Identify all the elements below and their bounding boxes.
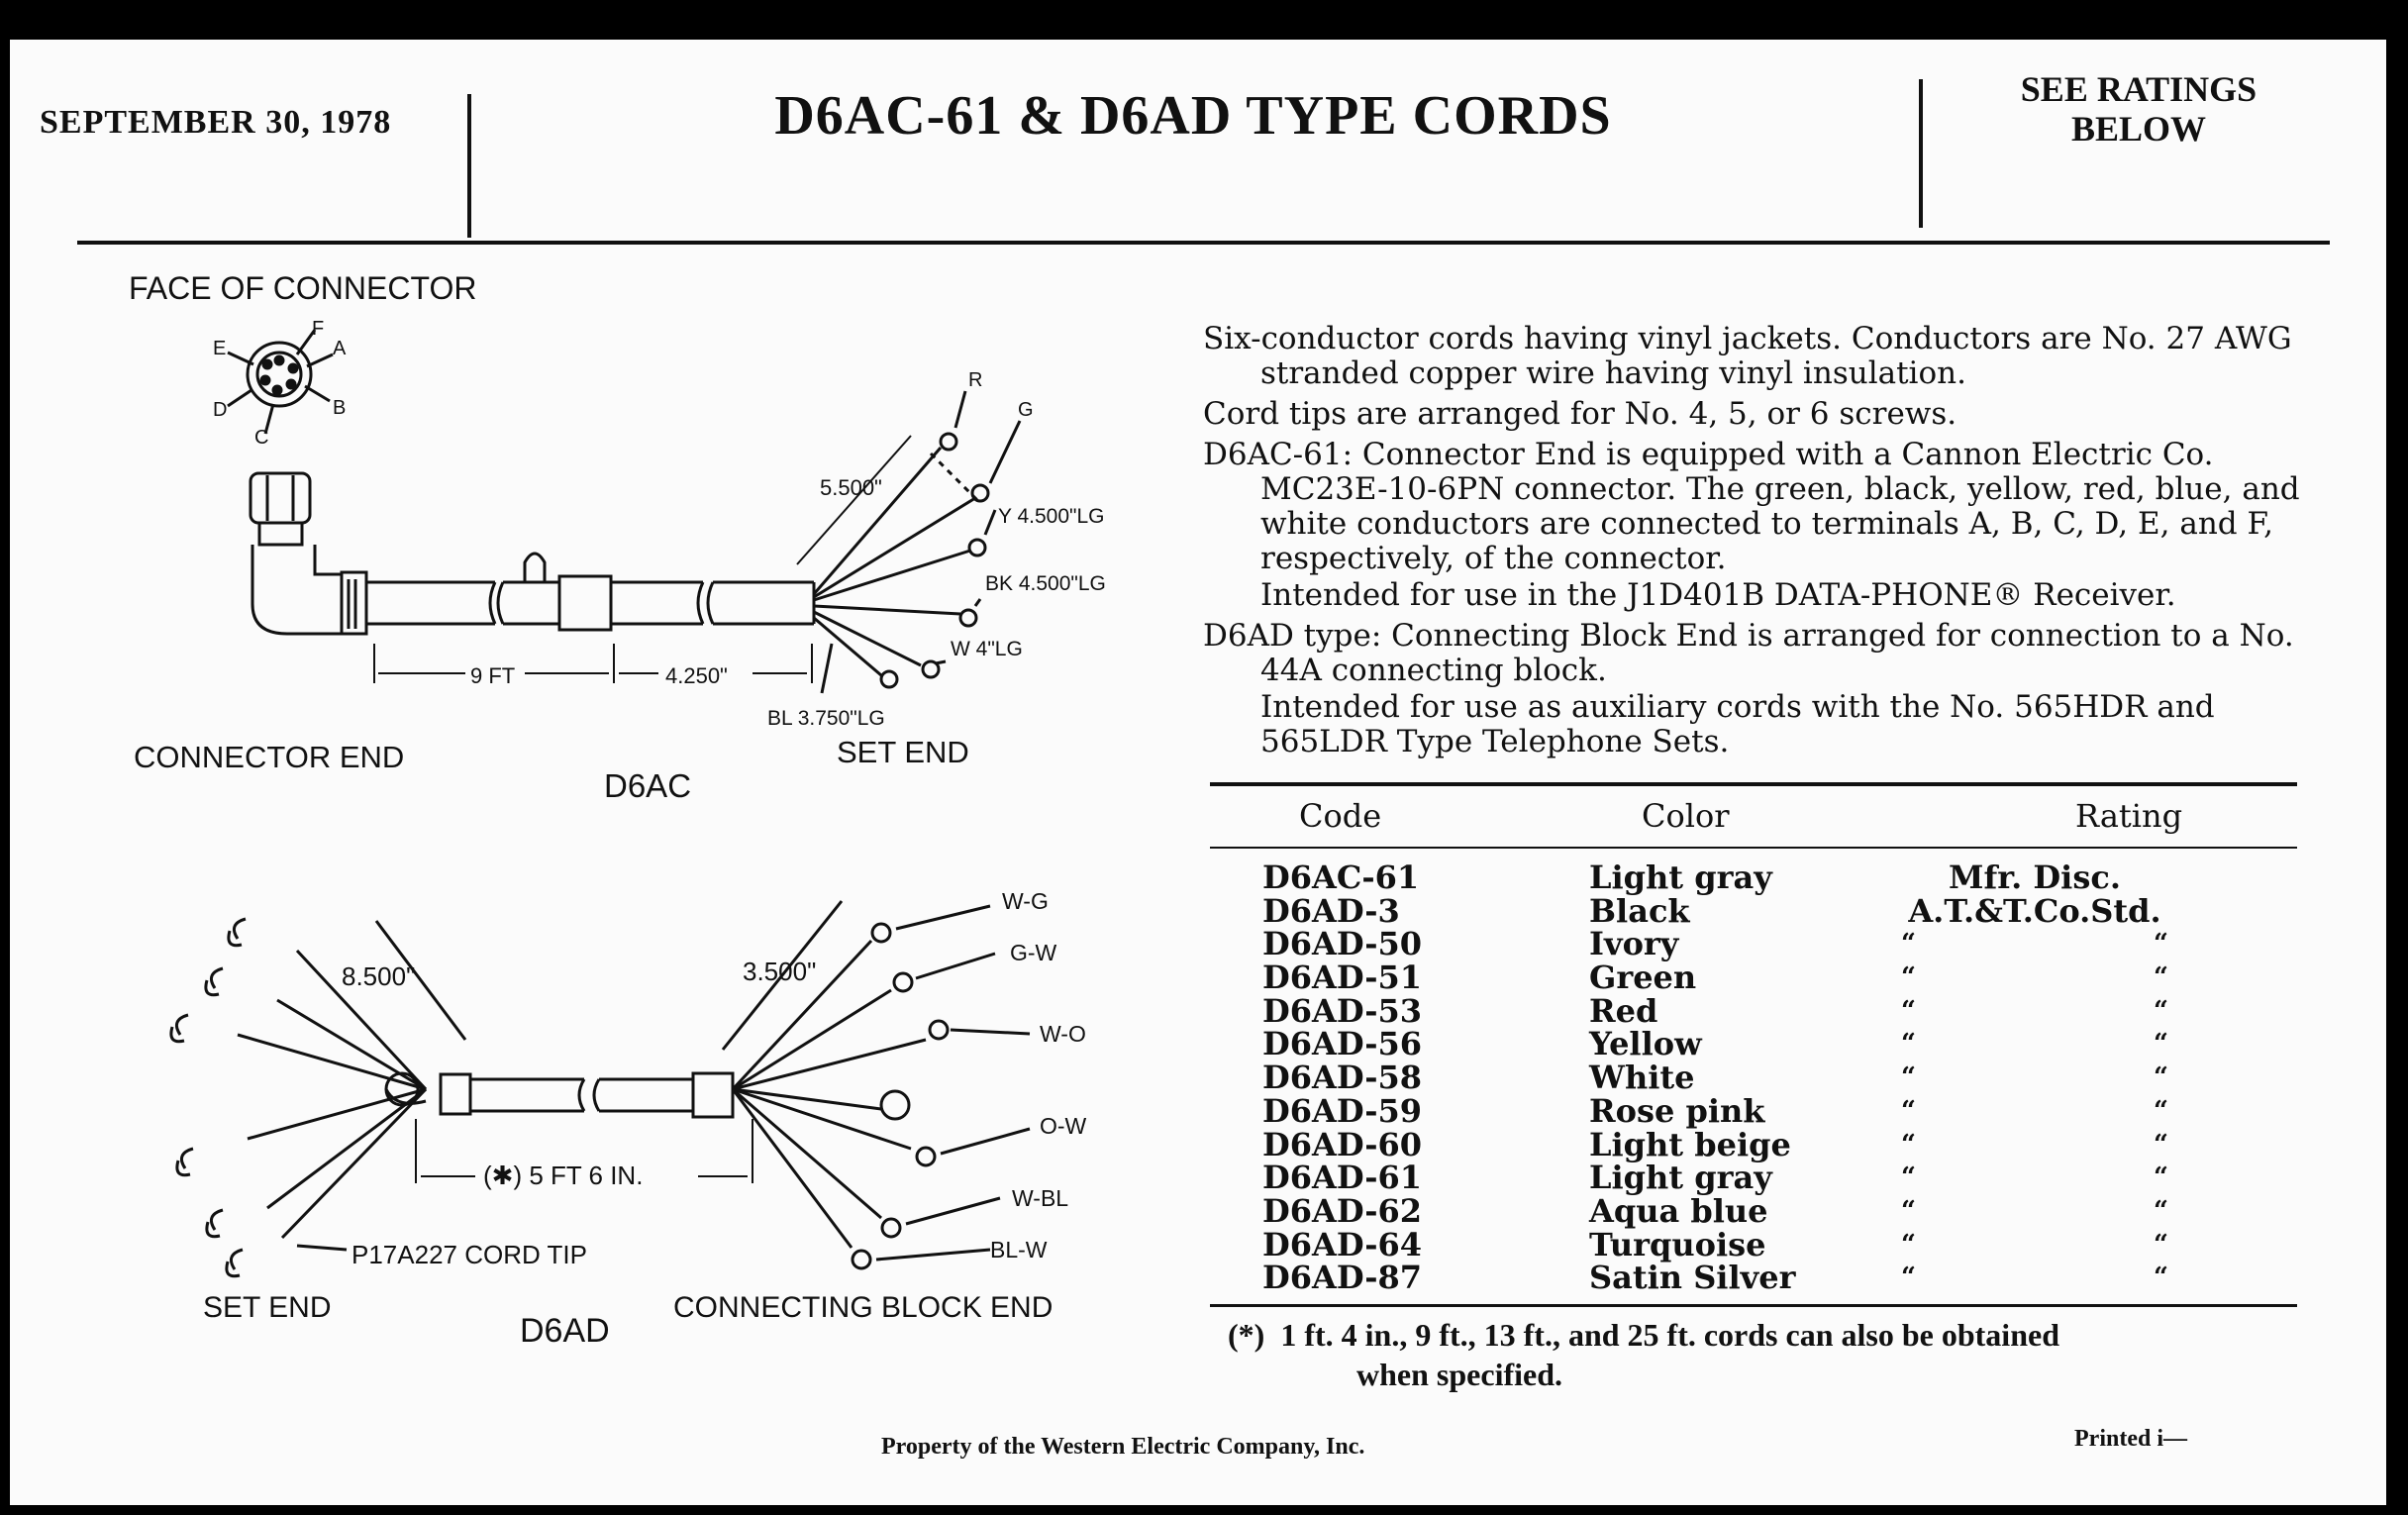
ditto-mark: “: [2154, 1195, 2168, 1226]
ditto-mark: “: [2154, 929, 2168, 960]
description-p1: Six-conductor cords having vinyl jackets. Conductors are No. 27 AWG stranded copper wire having vinyl insulation.: [1203, 321, 2292, 391]
row-code: D6AD-53: [1262, 991, 1422, 1030]
d6ac-name: D6AC: [604, 767, 692, 804]
ditto-mark: “: [2154, 1262, 2168, 1293]
description-p4b: Intended for use as auxiliary cords with the No. 565HDR and 565LDR Type Telephone Sets.: [1260, 689, 2215, 759]
footer-printed: Printed i—: [2074, 1426, 2187, 1452]
conductor-bk-label: BK 4.500"LG: [985, 572, 1106, 595]
header-date: SEPTEMBER 30, 1978: [40, 104, 392, 141]
ditto-mark: “: [1901, 962, 1916, 993]
ditto-mark: “: [2154, 1162, 2168, 1193]
row-rating: A.T.&T.Co.Std.: [1908, 891, 2161, 930]
row-color: Red: [1589, 991, 1658, 1030]
row-color: Aqua blue: [1589, 1191, 1768, 1230]
page-title: D6AC-61 & D6AD TYPE CORDS: [774, 85, 1612, 147]
footnote-line1: 1 ft. 4 in., 9 ft., 13 ft., and 25 ft. cords can also be obtained: [1280, 1317, 2059, 1353]
d6ac-cable: [366, 554, 814, 630]
pin-e-label: E: [213, 338, 227, 359]
d6ad-set-end-label: SET END: [203, 1291, 332, 1324]
row-rating-ditto: [1901, 1195, 2168, 1228]
row-color: Black: [1589, 891, 1690, 930]
table-row: [1218, 1091, 2307, 1130]
row-color: Green: [1589, 959, 1697, 997]
lead-w-bl-label: W-BL: [1012, 1185, 1069, 1211]
row-code: D6AD-59: [1262, 1091, 1422, 1130]
table-row: [1218, 1259, 2307, 1297]
description-p2: Cord tips are arranged for No. 4, 5, or 6 screws.: [1203, 396, 1957, 432]
table-row: [1218, 961, 2307, 995]
lead-w-o-label: W-O: [1040, 1021, 1086, 1047]
dim-8500: 8.500": [342, 961, 416, 991]
ditto-mark: “: [1901, 1029, 1916, 1060]
elbow-connector-icon: [251, 473, 366, 634]
ditto-mark: “: [1901, 1095, 1916, 1126]
ditto-mark: “: [1901, 929, 1916, 960]
row-rating-ditto: [1901, 1229, 2168, 1262]
ditto-mark: “: [1901, 1262, 1916, 1293]
table-row: [1218, 891, 2307, 930]
ditto-mark: “: [1901, 1195, 1916, 1226]
row-code: D6AD-56: [1262, 1025, 1422, 1063]
row-code: D6AD-64: [1262, 1225, 1422, 1263]
row-code: D6AD-61: [1262, 1159, 1422, 1197]
ratings-table: [1218, 858, 2307, 1297]
row-rating-ditto: [1901, 1129, 2168, 1162]
description-p3: D6AC-61: Connector End is equipped with a Cannon Electric Co. MC23E-10-6PN connector. The green, black, yellow, red, blue, and white conductors are connected to terminals A, B, C, D, E, and F, respectively, of the connector.: [1203, 437, 2300, 576]
table-row: [1218, 1025, 2307, 1063]
row-color: Yellow: [1589, 1025, 1702, 1063]
lead-o-w-label: O-W: [1040, 1113, 1087, 1139]
d6ac-set-end-label: SET END: [837, 735, 969, 769]
ditto-mark: “: [2154, 962, 2168, 993]
ditto-mark: “: [2154, 995, 2168, 1026]
pin-a-label: A: [333, 338, 347, 359]
row-code: D6AD-51: [1262, 959, 1422, 997]
row-color: Light gray: [1589, 1159, 1772, 1197]
table-row: [1218, 858, 2307, 896]
ditto-mark: “: [2154, 1129, 2168, 1160]
ditto-mark: “: [2154, 1029, 2168, 1060]
description-p3b: Intended for use in the J1D401B DATA-PHONE® Receiver.: [1260, 577, 2176, 613]
conductor-bl-label: BL 3.750"LG: [767, 707, 885, 730]
row-color: Ivory: [1589, 925, 1679, 963]
ditto-mark: “: [2154, 1229, 2168, 1260]
row-rating-ditto: [1901, 1162, 2168, 1194]
table-header-rule: [1210, 847, 2297, 849]
row-code: D6AD-58: [1262, 1059, 1422, 1097]
table-row: [1218, 1125, 2307, 1163]
footer-property: Property of the Western Electric Company, Inc.: [881, 1434, 1365, 1460]
face-of-connector-label: FACE OF CONNECTOR: [129, 270, 477, 306]
footnote-line2: when specified.: [1356, 1357, 1562, 1392]
row-rating-ditto: [1901, 1028, 2168, 1060]
lead-w-g-label: W-G: [1002, 888, 1049, 914]
row-code: D6AD-60: [1262, 1125, 1422, 1163]
table-header-color: Color: [1642, 797, 1730, 835]
row-rating-ditto: [1901, 1061, 2168, 1094]
conductor-w-label: W 4"LG: [951, 638, 1023, 660]
conductor-g-label: G: [1018, 399, 1034, 421]
table-bottom-rule: [1210, 1304, 2297, 1307]
description-p4: D6AD type: Connecting Block End is arranged for connection to a No. 44A connecting block.: [1203, 618, 2294, 688]
conductor-r-label: R: [968, 369, 983, 391]
row-rating-ditto: [1901, 1262, 2168, 1294]
connector-face-icon: [228, 330, 333, 434]
row-code: D6AD-3: [1262, 891, 1400, 930]
row-rating-ditto: [1901, 961, 2168, 994]
row-rating-ditto: [1901, 1095, 2168, 1128]
d6ad-name: D6AD: [520, 1312, 610, 1350]
d6ad-cable: [386, 1073, 909, 1119]
row-color: Light gray: [1589, 858, 1772, 896]
row-color: Rose pink: [1589, 1091, 1765, 1130]
table-header-code: Code: [1299, 797, 1382, 835]
ditto-mark: “: [1901, 1229, 1916, 1260]
table-row: [1218, 1191, 2307, 1230]
table-row: [1218, 1061, 2307, 1095]
row-color: Light beige: [1589, 1125, 1791, 1163]
footnote: [1228, 1315, 2317, 1394]
dim-9ft: 9 FT: [470, 663, 516, 688]
ditto-mark: “: [2154, 1062, 2168, 1093]
lead-bl-w-label: BL-W: [990, 1237, 1048, 1262]
ditto-mark: “: [2154, 1095, 2168, 1126]
table-header-rating: Rating: [2075, 797, 2183, 835]
dim-4250: 4.250": [665, 663, 728, 688]
dim-5ft6in: (✱) 5 FT 6 IN.: [483, 1161, 644, 1190]
cord-tip-label: P17A227 CORD TIP: [351, 1240, 587, 1269]
row-code: D6AD-87: [1262, 1259, 1422, 1297]
footnote-marker: (*): [1228, 1317, 1265, 1353]
pin-d-label: D: [213, 399, 228, 421]
table-row: [1218, 1159, 2307, 1197]
pin-b-label: B: [333, 397, 347, 419]
rating-note-line2: BELOW: [2070, 109, 2207, 149]
row-rating-ditto: [1901, 928, 2168, 960]
ditto-mark: “: [1901, 995, 1916, 1026]
d6ad-set-end-leads: [171, 919, 465, 1276]
ditto-mark: “: [1901, 1162, 1916, 1193]
conductor-y-label: Y 4.500"LG: [998, 505, 1105, 528]
pin-f-label: F: [312, 318, 325, 340]
row-code: D6AD-50: [1262, 925, 1422, 963]
ditto-mark: “: [1901, 1062, 1916, 1093]
table-row: [1218, 991, 2307, 1030]
row-rating: Mfr. Disc.: [1949, 858, 2121, 896]
rating-note-line1: SEE RATINGS: [2020, 69, 2258, 109]
dim-3500: 3.500": [743, 957, 817, 986]
pin-c-label: C: [254, 427, 269, 449]
connector-end-label: CONNECTOR END: [134, 740, 405, 774]
table-row: [1218, 1225, 2307, 1263]
row-code: D6AC-61: [1262, 858, 1420, 896]
row-color: Turquoise: [1589, 1225, 1766, 1263]
connecting-block-end-label: CONNECTING BLOCK END: [673, 1291, 1054, 1324]
lead-g-w-label: G-W: [1010, 940, 1057, 965]
dim-5500: 5.500": [820, 475, 882, 500]
row-rating-ditto: [1901, 995, 2168, 1028]
row-color: Satin Silver: [1589, 1259, 1796, 1297]
row-code: D6AD-62: [1262, 1191, 1422, 1230]
row-color: White: [1589, 1059, 1695, 1097]
table-top-rule: [1210, 782, 2297, 786]
table-row: [1218, 925, 2307, 963]
description: [1203, 322, 2312, 765]
ditto-mark: “: [1901, 1129, 1916, 1160]
